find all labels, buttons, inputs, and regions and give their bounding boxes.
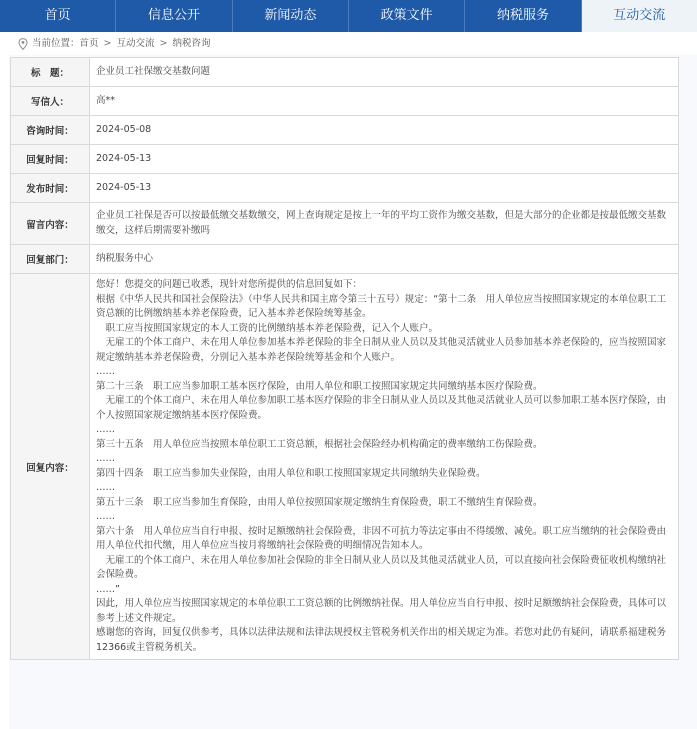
row-reply-dept <box>11 245 679 274</box>
row-message <box>11 203 679 245</box>
value-reply-time: 2024-05-13 <box>90 145 679 174</box>
reply-line: 无雇工的个体工商户、未在用人单位参加社会保险的非全日制从业人员以及其他灵活就业人员，可以直接向社会保险费征收机构缴纳社会保险费。 <box>96 554 667 580</box>
label-message: 留言内容： <box>11 203 90 245</box>
reply-line: …… <box>96 366 115 377</box>
reply-line: 职工应当按照国家规定的本人工资的比例缴纳基本养老保险费，记入个人账户。 <box>96 322 439 334</box>
breadcrumb-separator: > <box>159 38 168 49</box>
label-publish-time: 发布时间： <box>11 174 90 203</box>
row-title <box>11 58 679 87</box>
reply-line: 第四十四条 职工应当参加失业保险，由用人单位和职工按照国家规定共同缴纳失业保险费。 <box>96 467 486 479</box>
breadcrumb-separator: > <box>103 38 112 49</box>
value-publish-time: 2024-05-13 <box>90 174 679 203</box>
reply-line: 无雇工的个体工商户、未在用人单位参加职工基本医疗保险的非全日制从业人员以及其他灵活就业人员可以参加职工基本医疗保险，由个人按照国家规定缴纳基本医疗保险费。 <box>96 395 667 421</box>
breadcrumb <box>18 37 211 51</box>
reply-line: …… <box>96 453 115 464</box>
row-writer <box>11 87 679 116</box>
row-consult-time <box>11 116 679 145</box>
label-title: 标 题： <box>11 58 90 87</box>
reply-line: 根据《中华人民共和国社会保险法》（中华人民共和国主席令第三十五号）规定：“第十二条 用人单位应当按照国家规定的本单位职工工资总额的比例缴纳基本养老保险费，记入基本养老保险统筹基金。 <box>96 293 667 319</box>
label-reply-content: 回复内容： <box>11 274 90 660</box>
nav-item-home[interactable]: 首页 <box>0 0 116 32</box>
label-reply-dept: 回复部门： <box>11 245 90 274</box>
nav-item-interaction[interactable]: 互动交流 <box>582 0 697 32</box>
breadcrumb-current: 纳税咨询 <box>172 38 211 49</box>
reply-line: …… <box>96 511 115 522</box>
reply-line: 第三十五条 用人单位应当按照本单位职工工资总额，根据社会保险经办机构确定的费率缴纳工伤保险费。 <box>96 438 543 450</box>
value-consult-time: 2024-05-08 <box>90 116 679 145</box>
row-reply-time <box>11 145 679 174</box>
main-nav <box>0 0 697 32</box>
value-message: 企业员工社保是否可以按最低缴交基数缴交，网上查询规定是按上一年的平均工资作为缴交基数，但是大部分的企业都是按最低缴交基数缴交，这样后期需要补缴吗 <box>90 203 679 245</box>
nav-item-news[interactable]: 新闻动态 <box>233 0 349 32</box>
breadcrumb-link-interaction[interactable]: 互动交流 <box>116 38 155 49</box>
row-reply-content <box>11 274 679 660</box>
value-reply-content <box>90 274 679 660</box>
value-writer: 高** <box>90 87 679 116</box>
label-reply-time: 回复时间： <box>11 145 90 174</box>
value-reply-dept: 纳税服务中心 <box>90 245 679 274</box>
label-consult-time: 咨询时间： <box>11 116 90 145</box>
label-writer: 写信人： <box>11 87 90 116</box>
nav-item-tax-service[interactable]: 纳税服务 <box>465 0 581 32</box>
reply-line: 因此，用人单位应当按照国家规定的本单位职工工资总额的比例缴纳社保。用人单位应当自行申报、按时足额缴纳社会保险费，具体可以参考上述文件规定。 <box>96 598 667 624</box>
reply-line: ……” <box>96 583 120 595</box>
nav-item-info-disclosure[interactable]: 信息公开 <box>116 0 232 32</box>
row-publish-time <box>11 174 679 203</box>
breadcrumb-prefix: 当前位置： <box>32 38 80 49</box>
reply-line: 您好！您提交的问题已收悉，现针对您所提供的信息回复如下： <box>96 279 363 290</box>
location-pin-icon <box>18 38 28 50</box>
reply-line: …… <box>96 482 115 493</box>
reply-line: …… <box>96 424 115 435</box>
reply-line: 感谢您的咨询，回复仅供参考，具体以法律法规和法律法规授权主管税务机关作出的相关规定为准。若您对此仍有疑问，请联系福建税务12366或主管税务机关。 <box>96 627 667 653</box>
reply-line: 第二十三条 职工应当参加职工基本医疗保险，由用人单位和职工按照国家规定共同缴纳基本医疗保险费。 <box>96 380 543 392</box>
reply-line: 第五十三条 职工应当参加生育保险，由用人单位按照国家规定缴纳生育保险费，职工不缴纳生育保险费。 <box>96 496 543 508</box>
reply-line: 第六十条 用人单位应当自行申报、按时足额缴纳社会保险费，非因不可抗力等法定事由不得缓缴、减免。职工应当缴纳的社会保险费由用人单位代扣代缴，用人单位应当按月将缴纳社会保险费的明细情况告知本人。 <box>96 525 667 551</box>
nav-item-policy[interactable]: 政策文件 <box>349 0 465 32</box>
value-title: 企业员工社保缴交基数问题 <box>90 58 679 87</box>
reply-line: 无雇工的个体工商户、未在用人单位参加基本养老保险的非全日制从业人员以及其他灵活就业人员参加基本养老保险的，应当按照国家规定缴纳基本养老保险费，分别记入基本养老保险统筹基金和个人账户。 <box>96 337 667 363</box>
breadcrumb-link-home[interactable]: 首页 <box>79 38 99 49</box>
consultation-detail-table <box>10 57 679 660</box>
